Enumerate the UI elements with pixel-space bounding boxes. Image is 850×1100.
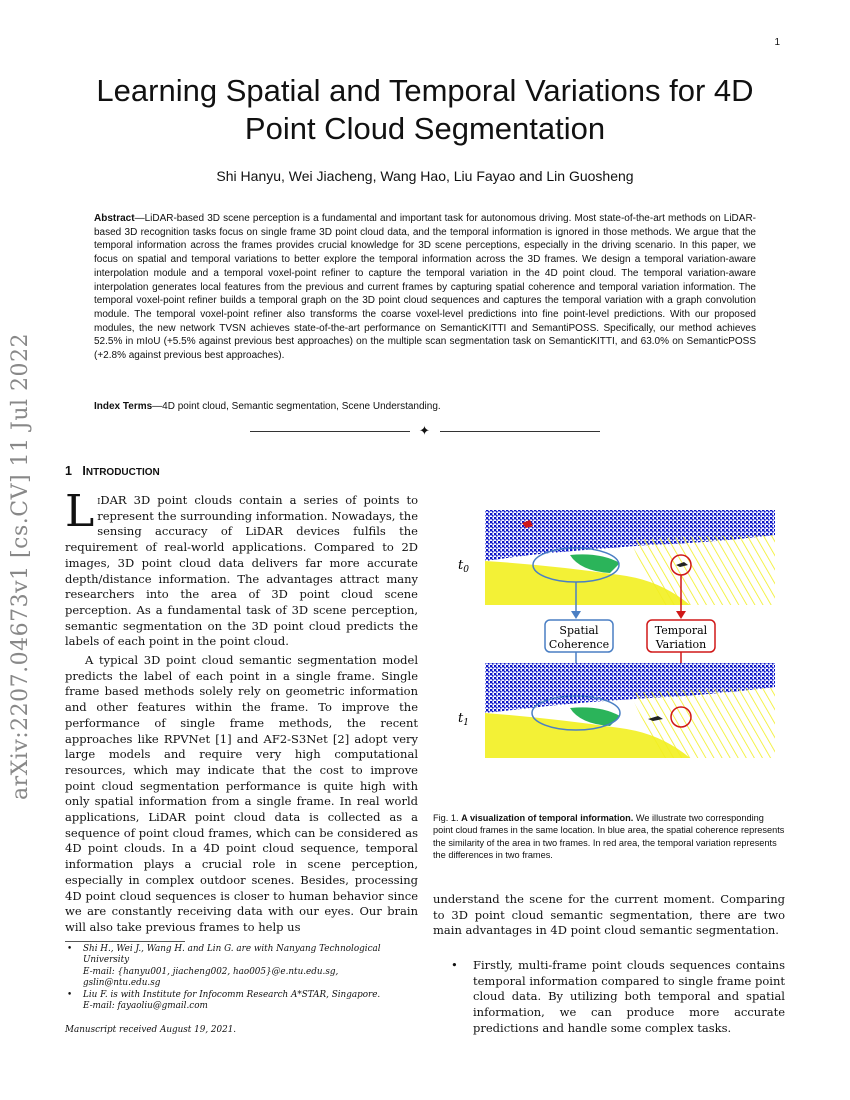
point-cloud-frame-t1 [485, 663, 775, 758]
label-t0: $t_0$ [458, 558, 469, 575]
figure-caption [433, 812, 785, 862]
section-number: 1 [65, 464, 72, 478]
bullet-item-1 [453, 958, 785, 1037]
section-title-initial: I [82, 464, 86, 478]
point-cloud-frame-t0 [485, 510, 775, 605]
abstract [94, 212, 756, 363]
footnote-affiliation-2: • Liu F. is with Institute for Infocomm Research A*STAR, Singapore. E-mail: fayaoliu@gmail.com [83, 990, 418, 1013]
paper-title: Learning Spatial and Temporal Variations for 4D Point Cloud Segmentation [96, 73, 754, 146]
right-column-paragraph: understand the scene for the current moment. Comparing to 3D point cloud semantic segmentation, there are two main advantages in 4D point cloud semantic segmentation. [433, 892, 785, 938]
footnotes [65, 944, 418, 1014]
abstract-label: Abstract [94, 213, 135, 224]
spatial-line-1: Spatial [559, 624, 599, 637]
drop-cap: L [65, 486, 95, 537]
caption-label: Fig. 1. [433, 813, 459, 823]
section-title-rest: NTRODUCTION [85, 467, 160, 478]
section-divider [250, 424, 600, 439]
diamond-icon: ✦ [419, 424, 430, 439]
caption-text: We illustrate two corresponding point cloud frames in the same location. In blue area, the spatial coherence represents the similarity of the area in two frames. In red area, the temporal variation represents the differences in two frames. [433, 813, 785, 861]
page-number: 1 [774, 37, 780, 48]
section-heading [65, 464, 160, 478]
index-terms [94, 401, 756, 412]
figure-1 [430, 505, 790, 805]
author-list: Shi Hanyu, Wei Jiacheng, Wang Hao, Liu Fayao and Lin Guosheng [216, 168, 634, 184]
intro-paragraph-2: A typical 3D point cloud semantic segmentation model predicts the label of each point in a single frame. Single frame based methods solely rely on geometric information and other features within the frame. To improve the performance of single frame methods, the recent approaches like RPVNet [1] and AF2-S3Net [2] adopt very large models and require very high computational resources, which may indicate that the cost to improve point cloud segmentation performance is quite high with only spatial information from a single frame. In real world applications, LiDAR point cloud data is collected as a sequence of point cloud frames, which can be considered as 4D point clouds. In a 4D point cloud sequence, temporal information plays a crucial role in scene perception, especially in complex outdoor scenes. Besides, processing 4D point cloud sequences is closer to human behavior since we are constantly receiving data with our eyes. Our brain will also take previous frames to help us [65, 653, 418, 934]
footnote-rule [65, 941, 185, 942]
intro-first-word: iDAR [97, 493, 127, 507]
footnote-affiliation-1: • Shi H., Wei J., Wang H. and Lin G. are with Nanyang Technological University E-mail: {hanyu001, jiacheng002, hao005}@e.ntu.edu.sg, gslin@ntu.edu.sg [83, 944, 418, 989]
label-t1: $t_1$ [458, 711, 469, 728]
spatial-line-2: Coherence [548, 638, 610, 651]
manuscript-note: Manuscript received August 19, 2021. [65, 1025, 237, 1035]
temporal-line-1: Temporal [654, 624, 708, 637]
bullet-icon: • [451, 958, 458, 972]
intro-paragraph-1 [65, 486, 418, 650]
abstract-text: —LiDAR-based 3D scene perception is a fundamental and important task for autonomous driving. Most state-of-the-art methods on LiDAR-based 3D recognition tasks focus on single frame 3D point cloud data, and the temporal information is ignored in those methods. We argue that the temporal information across the frames provides crucial knowledge for 3D scene perceptions, especially in the driving scenario. In this paper, we focus on spatial and temporal variations to better explore the temporal information across the 3D frames. We design a temporal variation-aware interpolation module and a temporal voxel-point refiner to capture the temporal variation in the 4D point cloud. The temporal variation-aware interpolation generates local features from the previous and current frames by capturing spatial coherence and temporal variation information. The temporal voxel-point refiner builds a temporal graph on the 3D point cloud sequences and captures the temporal variation with a graph convolution module. The temporal voxel-point refiner also transforms the coarse voxel-level predictions into fine point-level predictions. With our proposed modules, the new network TVSN achieves state-of-the-art performance on SemanticKITTI and SemantiPOSS. Specifically, our method achieves 52.5% in mIoU (+5.5% against previous best approaches) on the multiple scan segmentation task on SemanticKITTI, and 63.0% on SemanticPOSS (+2.8% against previous best approaches). [94, 213, 756, 362]
index-terms-label: Index Terms [94, 401, 153, 412]
caption-title: A visualization of temporal information. [461, 813, 634, 823]
bullet-item-1-text: Firstly, multi-frame point clouds sequences contains temporal information compared to single frame point cloud data. By utilizing both temporal and spatial information, we can produce more accurate predictions and handle some complex tasks. [473, 958, 785, 1035]
temporal-line-2: Variation [655, 638, 707, 651]
arxiv-identifier: arXiv:2207.04673v1 [cs.CV] 11 Jul 2022 [8, 332, 33, 800]
index-terms-text: —4D point cloud, Semantic segmentation, Scene Understanding. [152, 401, 441, 412]
intro-paragraph-1-text: 3D point clouds contain a series of points to represent the surrounding information. Nowadays, the sensing accuracy of LiDAR devices fulfils the requirement of real-world applications. Compared to 2D images, 3D point cloud data delivers far more accurate depth/distance information. The advantages attract many researchers into the area of 3D point cloud scene perception. As a fundamental task of 3D scene perception, semantic segmentation on the 3D point cloud predicts the labels of each point in the point cloud. [65, 493, 418, 649]
